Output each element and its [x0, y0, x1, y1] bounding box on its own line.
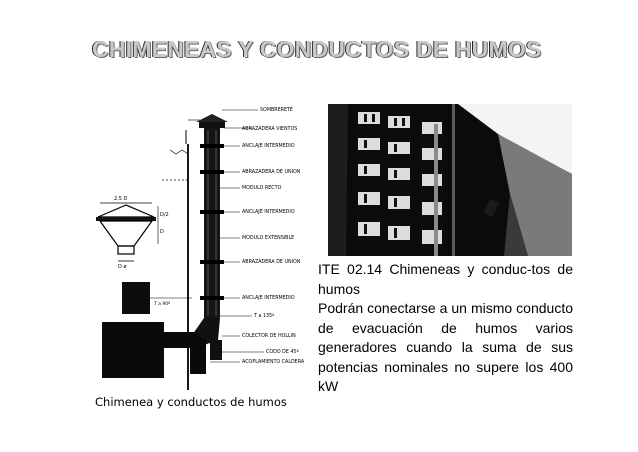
diagram-label: ACOPLAMIENTO CALDERA — [242, 360, 305, 365]
diagram-label: ANCLAJE INTERMEDIO — [242, 296, 295, 301]
boilers — [102, 282, 206, 378]
diagram-label: ANCLAJE INTERMEDIO — [242, 144, 295, 149]
chimney-diagram — [92, 100, 312, 390]
text-paragraph: Podrán conectarse a un mismo conducto de evacuación de humos varios generadores cuando la suma de sus potencias nominales no supere los 400 kW — [318, 300, 573, 394]
chimney-cap-detail — [96, 196, 169, 270]
dimension-label: 2.5 D — [114, 196, 128, 202]
slide-title: CHIMENEAS Y CONDUCTOS DE HUMOS — [92, 36, 542, 62]
building-photo-image — [328, 104, 572, 256]
figure-caption: Chimenea y conductos de humos — [95, 395, 287, 409]
dimension-label: D ø — [118, 264, 127, 270]
body-text — [318, 260, 573, 397]
diagram-label: CODO DE 45º — [266, 350, 299, 355]
building-photo — [328, 104, 572, 256]
text-paragraph: ITE 02.14 Chimeneas y conduc-tos de humos — [318, 261, 573, 297]
diagram-labels — [242, 107, 305, 365]
diagram-label: SOMBRERETE — [260, 108, 293, 113]
diagram-label: ABRAZADERA DE UNION — [242, 170, 301, 175]
dimension-label: D/2 — [160, 212, 169, 218]
diagram-label: ANCLAJE INTERMEDIO — [242, 210, 295, 215]
chimney-flue — [190, 114, 228, 360]
diagram-label: MODULO EXTENSIBLE — [242, 236, 295, 241]
diagram-label: ABRAZADERA DE UNION — [242, 260, 301, 265]
dimension-label: D — [160, 229, 164, 235]
dimension-label: T a 90º — [154, 302, 171, 307]
diagram-label: T a 135º — [254, 314, 275, 319]
diagram-label: MODULO RECTO — [242, 186, 282, 191]
diagram-label: COLECTOR DE HOLLIN — [242, 334, 296, 339]
diagram-label: ABRAZADERA VIENTOS — [242, 127, 298, 132]
